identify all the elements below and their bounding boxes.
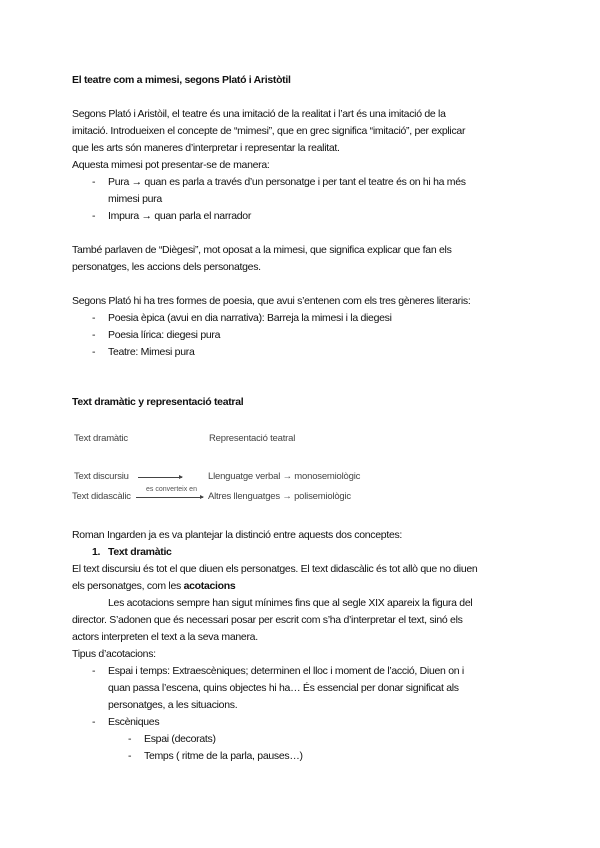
paragraph-line: Segons Plató hi ha tres formes de poesia, que avui s’entenen com els tres gèneres literaris:: [72, 295, 471, 307]
arrow: [136, 497, 203, 498]
bullet-dash: -: [128, 750, 132, 762]
paragraph-line: Aquesta mimesi pot presentar-se de manera:: [72, 159, 270, 171]
paragraph-line: Segons Plató i Aristòil, el teatre és una imitació de la realitat i l’art és una imitació de la: [72, 108, 446, 120]
bullet-dash: -: [92, 176, 96, 188]
diagram-r2b: Altres llenguatges → polisemiològic: [208, 491, 351, 502]
sub-bullet-item: Temps ( ritme de la parla, pauses…): [144, 750, 303, 762]
bullet-dash: -: [92, 312, 96, 324]
paragraph-line: director. S’adonen que és necessari posar per escrit com s’ha d’interpretar el text, sinó els: [72, 614, 463, 626]
bullet-item: Pura → quan es parla a través d’un personatge i per tant el teatre és on hi ha més: [108, 176, 466, 188]
numbered-item: Text dramàtic: [108, 546, 172, 558]
bullet-dash: -: [92, 329, 96, 341]
bullet-item: Escèniques: [108, 716, 160, 728]
bullet-item: Espai i temps: Extraescèniques; determinen el lloc i moment de l’acció, Diuen on i: [108, 665, 464, 677]
paragraph-line: Tipus d’acotacions:: [72, 648, 156, 660]
diagram-col1: Text dramàtic: [74, 433, 128, 444]
diagram-r1a: Text discursiu: [74, 471, 129, 482]
bullet-dash: -: [92, 346, 96, 358]
bullet-item: personatges, a les situacions.: [108, 699, 238, 711]
bullet-item: Poesia èpica (avui en dia narrativa): Barreja la mimesi i la diegesi: [108, 312, 392, 324]
paragraph-line: que les arts són maneres d’interpretar i representar la realitat.: [72, 142, 340, 154]
diagram-r2a: Text didascàlic: [72, 491, 131, 502]
sub-bullet-item: Espai (decorats): [144, 733, 216, 745]
bullet-dash: -: [92, 210, 96, 222]
bullet-item: Teatre: Mimesi pura: [108, 346, 195, 358]
paragraph-line: També parlaven de “Diègesi”, mot oposat a la mimesi, que significa explicar que fan els: [72, 244, 452, 256]
bullet-item: Impura → quan parla el narrador: [108, 210, 252, 222]
bullet-dash: -: [92, 665, 96, 677]
arrow: [138, 477, 182, 478]
paragraph-line: personatges, les accions dels personatges.: [72, 261, 261, 273]
paragraph-line: Roman Ingarden ja es va plantejar la distinció entre aquests dos conceptes:: [72, 529, 403, 541]
bullet-dash: -: [128, 733, 132, 745]
bullet-item: Poesia lírica: diegesi pura: [108, 329, 221, 341]
numbered-marker: 1.: [92, 546, 101, 558]
paragraph-line: Les acotacions sempre han sigut mínimes fins que al segle XIX apareix la figura del: [108, 597, 473, 609]
bullet-dash: -: [92, 716, 96, 728]
arrow-label: es converteix en: [146, 486, 197, 493]
bullet-item: mimesi pura: [108, 193, 162, 205]
doc-title: El teatre com a mimesi, segons Plató i Aristòtil: [72, 74, 291, 86]
diagram-r1b: Llenguatge verbal → monosemiològic: [208, 471, 361, 482]
bullet-item: quan passa l’escena, quins objectes hi ha… És essencial per donar significat als: [108, 682, 459, 694]
diagram-col2: Representació teatral: [209, 433, 296, 444]
paragraph-line: imitació. Introdueixen el concepte de “mimesi”, que en grec significa “imitació”, per explicar: [72, 125, 466, 137]
paragraph-line: [72, 579, 235, 593]
text: els personatges, com les: [72, 580, 184, 592]
paragraph-line: actors interpreten el text a la seva manera.: [72, 631, 258, 643]
section-heading: Text dramàtic y representació teatral: [72, 396, 244, 408]
paragraph-line: El text discursiu és tot el que diuen els personatges. El text didascàlic és tot allò que no diuen: [72, 563, 478, 575]
bold-term: acotacions: [183, 580, 236, 592]
